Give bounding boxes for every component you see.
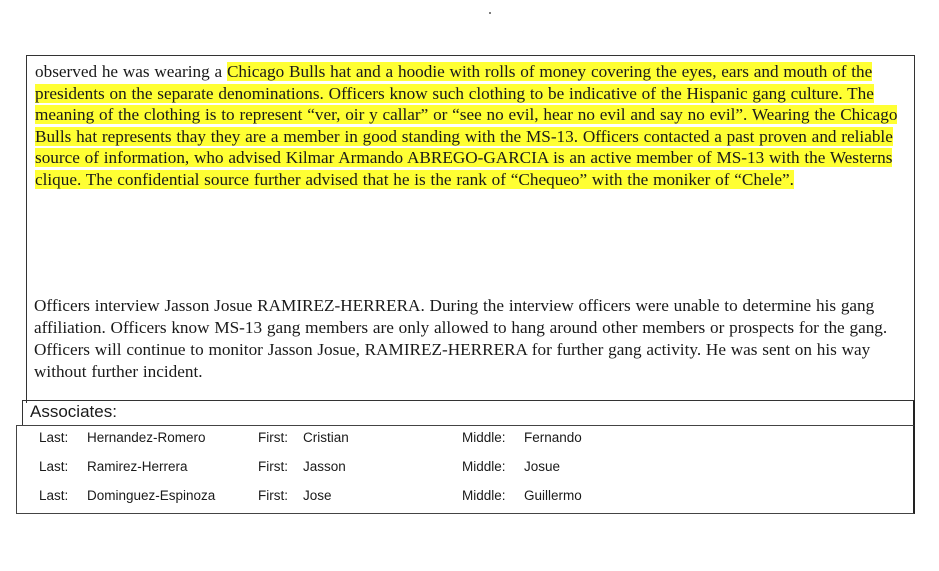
first-name-value: Jose: [303, 488, 332, 503]
first-label: First:: [258, 459, 288, 474]
narrative-paragraph-2: Officers interview Jasson Josue RAMIREZ-HERRERA. During the interview officers were unable to determine his gang affiliation. Officers know MS-13 gang members are only allowed to hang around other members or prospects for the gang. Officers will continue to monitor Jasson Josue, RAMIREZ-HERRERA for further gang activity. He was sent on his way without further incident.: [34, 296, 888, 381]
last-name-value: Hernandez-Romero: [87, 430, 206, 445]
last-name-value: Ramirez-Herrera: [87, 459, 188, 474]
narrative-paragraph-1: [35, 61, 915, 190]
associate-row: [17, 488, 913, 508]
first-label: First:: [258, 488, 288, 503]
associates-title: Associates:: [30, 402, 117, 421]
associate-row: [17, 430, 913, 450]
first-label: First:: [258, 430, 288, 445]
paragraph-1-plain-text: observed he was wearing a: [35, 62, 227, 81]
associate-row: [17, 459, 913, 479]
last-label: Last:: [39, 488, 69, 503]
associates-table: [16, 425, 915, 514]
highlighted-text: Chicago Bulls hat and a hoodie with rolls of money covering the eyes, ears and mouth of the presidents on the separate denominations. Officers know such clothing to be indicative of the Hispanic gang culture. The meaning of the clothing is to represent “ver, oir y callar” or “see no evil, hear no evil and say no evil”. Wearing the Chicago Bulls hat represents thay they are a member in good standing with the MS-13. Officers contacted a past proven and reliable source of information, who advised Kilmar Armando ABREGO-GARCIA is an active member of MS-13 with the Westerns clique. The confidential source further advised that he is the rank of “Chequeo” with the moniker of “Chele”.: [35, 62, 898, 189]
first-name-value: Cristian: [303, 430, 349, 445]
scan-speck: [489, 12, 491, 14]
first-name-value: Jasson: [303, 459, 346, 474]
middle-name-value: Josue: [524, 459, 561, 474]
last-name-value: Dominguez-Espinoza: [87, 488, 216, 503]
middle-name-value: Guillermo: [524, 488, 582, 503]
middle-label: Middle:: [462, 488, 506, 503]
middle-name-value: Fernando: [524, 430, 582, 445]
middle-label: Middle:: [462, 430, 506, 445]
last-label: Last:: [39, 459, 69, 474]
narrative-section: [26, 55, 915, 403]
last-label: Last:: [39, 430, 69, 445]
middle-label: Middle:: [462, 459, 506, 474]
associates-header: [22, 400, 915, 426]
